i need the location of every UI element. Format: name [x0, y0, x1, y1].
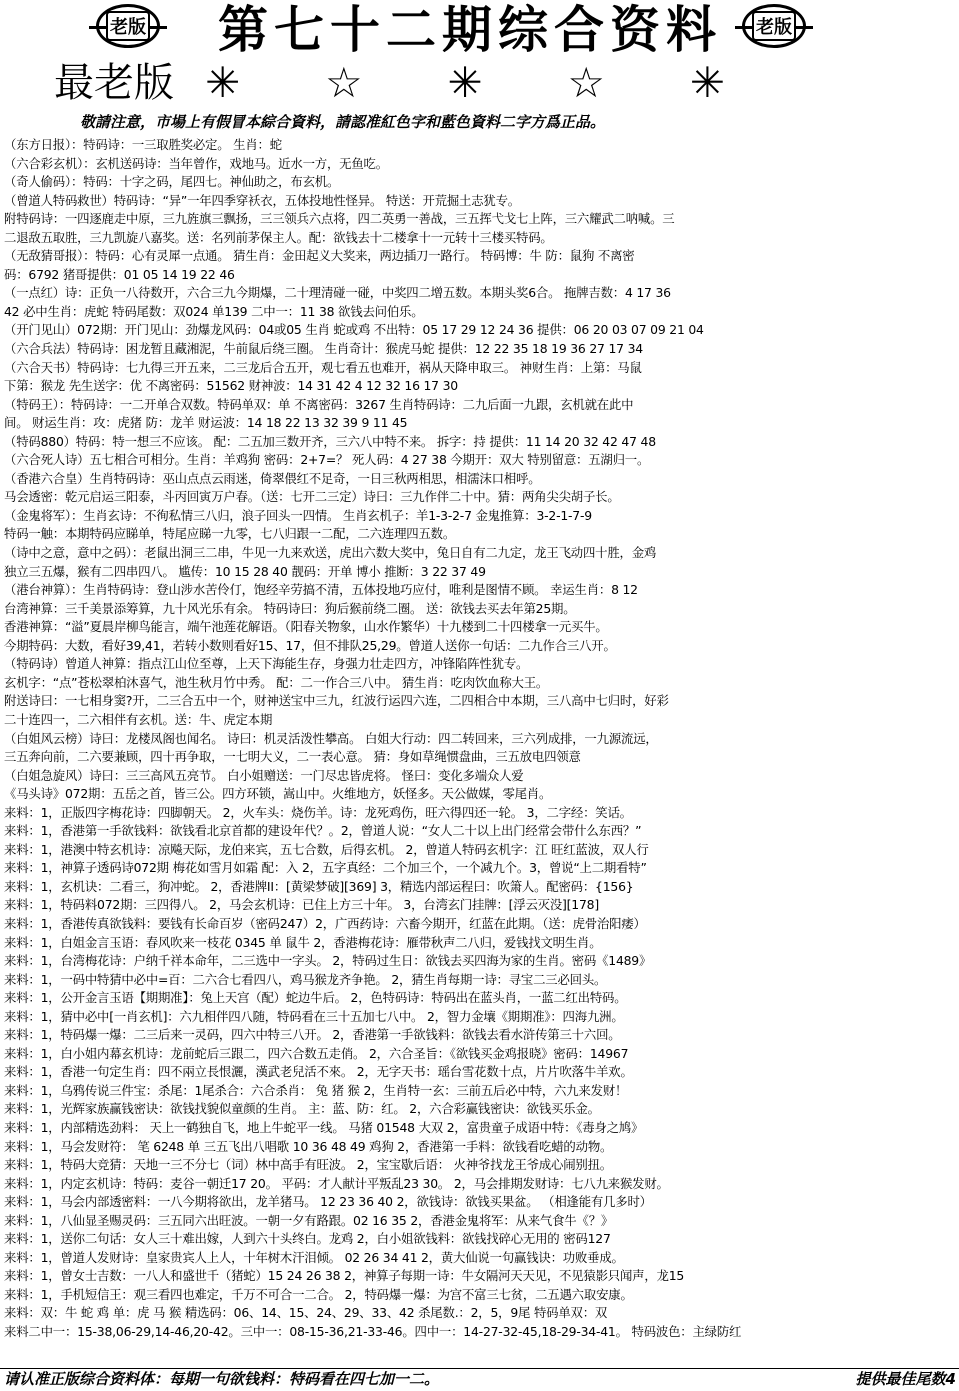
star-icon: ☆ — [324, 58, 363, 107]
text-line: 来料：1，内定玄机诗：特码：麦谷一朝迁17 20。 平码：才人献计平叛乱23 30。 2，马会排期发财诗：七八九来猴发财。 — [4, 1175, 669, 1191]
text-line: 来料：双：牛 蛇 鸡 单：虎 马 猴 精选码：06、14、15、24、29、33、42 杀尾数.：2，5，9尾 特码单双：双 — [4, 1305, 608, 1321]
page-title: 第七十二期综合资料 — [218, 0, 722, 59]
text-line: （奇人偷码）：特码：十字之码，尾四七。神仙助之，布玄机。 — [4, 174, 340, 190]
text-line: 来料：1，神算子透码诗072期 梅花如雪月如霜 配：入 2，五字真经：二个加三个，一个减九个。3，曾说“上二期看特” — [4, 860, 647, 876]
text-line: 码：6792 猪哥提供：01 05 14 19 22 46 — [4, 266, 235, 282]
text-line: 来料：1，港澳中特玄机诗：凉飚天际，龙伯来宾，五七合数，后得玄机。 2，曾道人特码玄机字：江 旺红蓝波，双人行 — [4, 841, 649, 857]
text-line: 来料：1，特码大竞猜：天地一三不分七（词）林中高手有旺波。 2，宝宝歇后语： 火神爷找龙王爷成心闹别扭。 — [4, 1157, 612, 1173]
text-line: 下第：猴龙 先生送字：优 不离密码：51562 财神波：14 31 42 4 12 32 16 17 30 — [4, 378, 458, 394]
text-line: 台湾神算：三千美景添筹算，九十风光乐有余。 特码诗曰：狗后猴前绕二圈。 送：欲钱去买去年第25期。 — [4, 600, 576, 616]
text-line: 来料：1，猜中必中[一肖玄机]：六九相伴四八随，特码看在三十五加七八中。 2，智力金壤《期期准》：四海九洲。 — [4, 1008, 624, 1024]
text-line: 来料：1，曾道人发财诗：皇家贵宾人上人，十年树木汗泪倾。 02 26 34 41 2，黄大仙说一句赢钱诀：功败垂成。 — [4, 1249, 624, 1265]
text-line: 来料：1，送你二句话：女人三十难出嫁，人到六十头终白。龙鸡 2，白小姐欲钱料：欲钱找碎心无用的 密码127 — [4, 1231, 611, 1247]
text-line: （金鬼将军）：生肖玄诗：不徇私情三八归，浪子回头一四情。 生肖玄机子：羊1-3-2-7 金鬼推算：3-2-1-7-9 — [4, 507, 592, 523]
text-line: （白姐风云榜）诗曰：龙楼凤阁也闻名。 诗曰：机灵活泼性攀高。 白姐大行动：四二转回来，三六列成排，一九源流远， — [4, 730, 658, 746]
text-line: 附特码诗：一四逐鹿走中原，三九旌旗三飘扬，三三领兵六点将，四二英勇一善战，三五挥弋戈七上阵，三六耀武二呐喊。三 — [4, 211, 675, 227]
text-line: 附送诗曰：一七相身窦?开，二三合五中一个，财神送宝中三九，红波行运四六连，二四相合中本期，三八高中七归时，好彩 — [4, 693, 669, 709]
text-line: 来料：1，香港第一手欲钱料：欲钱看北京首都的建设年代？。2，曾道人说：“女人二十以上出门经常会带什么东西？” — [4, 823, 642, 839]
star-row — [205, 58, 725, 108]
text-line: 独立三五爆，猴有二四串四八。 尴传：10 15 28 40 靓码：开单 博小 推断：3 22 37 49 — [4, 563, 486, 579]
text-line: （特码王）：特码诗：一二开单合双数。特码单双：单 不离密码：3267 生肖特码诗：二九后面一九跟，玄机就在此中 — [4, 396, 634, 412]
text-line: 来料：1，玄机诀：二看三，狗冲蛇。 2，香港牌II：[黄梁梦破][369] 3，精选内部运程曰：吹箫人。配密码：{156} — [4, 878, 634, 894]
seal-text: 老版 — [752, 11, 796, 41]
text-line: 间。 财运生肖：攻：虎猪 防：龙羊 财运波：14 18 22 13 32 39 9 11 45 — [4, 415, 408, 431]
text-line: 《马头诗》072期：五岳之首，皆三公。四方环锁，嵩山中。火维地方，妖怪多。天公做媒，零尾肖。 — [4, 786, 552, 802]
text-line: 来料：1，马会发财符： 笔 6248 单 三五飞出八唱歌 10 36 48 49 鸡狗 2，香港第一手料：欲钱看吃蜡的动物。 — [4, 1138, 613, 1154]
text-line: （东方日报）：特码诗：一三取胜奖必定。 生肖：蛇 — [4, 137, 282, 152]
text-line: （曾道人特码救世）特码诗：“异”一年四季穿袄衣，五体投地性怪异。 特送：开荒掘土志犹专。 — [4, 192, 520, 208]
text-line: （港台神算）：生肖特码诗：登山涉水苦伶仃，饱经辛劳搞不清，五体投地巧应付，唯利是图情不顾。 幸运生肖：8 12 — [4, 582, 638, 598]
text-line: 来料：1，光辉家族赢钱密诀：欲钱找貌似童颜的生肖。 主：蓝、防：红。 2，六合彩赢钱密诀：欲钱买乐金。 — [4, 1101, 600, 1117]
text-line: 二十连四一，二六相伴有玄机。送：牛、虎定本期 — [4, 711, 273, 727]
text-line: 来料：1，一码中特猜中必中=百：二六合七看四八，鸡马猴龙齐争艳。 2，猜生肖每期一诗：寻宝二三必回头。 — [4, 971, 607, 987]
text-line: 来料：1，手机短信王：观三看四也难定，千万不可合一二合。 2，特码爆一爆：为宫不富三七贫，二五遇六取安康。 — [4, 1286, 633, 1302]
text-line: 来料：1，特码料072期：三四得八。 2，马会玄机诗：已住上方三十年。 3，台湾玄门挂牌：[浮云灭没][178] — [4, 897, 599, 913]
text-line: （六合彩玄机）：玄机送码诗：当年曾作，戏地马。近水一方，无鱼吃。 — [4, 155, 388, 171]
text-line: （六合兵法）特码诗：困龙暂且藏湘泥，牛前鼠后绕三圈。 生肖奇计：猴虎马蛇 提供：12 22 35 18 19 36 27 17 34 — [4, 341, 643, 357]
text-line: 马会透密：乾元启运三阳泰，斗丙回寅万户春。（送：七开二三定）诗曰：三九作伴二十中。猜：两角尖尖胡子长。 — [4, 489, 620, 505]
text-line: （白姐急旋风）诗曰：三三高风五亮节。 白小姐赠送：一门尽忠皆虎将。 怪曰：变化多端众人爱 — [4, 767, 524, 783]
text-line: 来料：1，八仙显圣赐灵码：三五同六出旺波。一朝一夕有路跟。02 16 35 2，香港金鬼将军：从来气食牛《？》 — [4, 1212, 614, 1228]
text-line: （特码诗）曾道人神算：指点江山位至尊，上天下海能生存，身强力壮走四方，冲锋陷阵性犹专。 — [4, 656, 529, 672]
star-icon: ✳ — [689, 58, 725, 107]
text-line: 今期特码：大数，看好39,41，若转小数则看好15、17，但不排队25,29。曾道人送你一句话：二九作合三八开。 — [4, 637, 616, 653]
text-line: 来料：1，曾女士吉数：一八人和盛世千（猪蛇）15 24 26 38 2，神算子每期一诗：牛女隔河天天见，不见猿影只闻声，龙15 — [4, 1268, 685, 1284]
authenticity-notice: 敬請注意，市場上有假冒本綜合資料，請認准紅色字和藍色資料二字方爲正品。 — [80, 113, 606, 131]
text-line: 来料：1，香港一句定生肖：四不兩立長恨灑，漢武老兒活不來。 2，无字天书：瑶台雪花数十点，片片吹落牛羊欢。 — [4, 1064, 633, 1080]
text-line: 来料：1，白小姐内幕玄机诗：龙前蛇后三跟二，四六合数五走俏。 2，六合圣旨：《欲钱买金鸡报晓》密码：14967 — [4, 1045, 629, 1061]
text-line: 来料：1，台湾梅花诗：户纳千祥本命年，二三选中一字头。 2，特码过生日：欲钱去买四海为家的生肖。密码《1489》 — [4, 953, 652, 969]
edition-label: 最老版 — [54, 60, 174, 106]
footer-right-text: 提供最佳尾数4 — [855, 1370, 956, 1388]
text-line: （六合死人诗）五七相合可相分。生肖：羊鸡狗 密码：2+7=？ 死人码：4 27 38 今期开：双大 特别留意：五湖归一。 — [4, 452, 650, 468]
text-line: 来料：1，内部精选劲料： 天上一鹤独自飞，地上牛蛇平一线。 马猪 01548 大双 2，富贵童子成语中特：《毒身之鸠》 — [4, 1119, 644, 1135]
text-line: （六合天书）特码诗：七九得三开五来，二三龙后合五开，观七看五也难开，祸从天降申取三。 神财生肖：上第：马鼠 — [4, 359, 642, 375]
text-line: 来料：1，香港传真欲钱料：要钱有长命百岁（密码247）2，广西药诗：六畜今期开，红蓝在此期。（送：虎骨治阳痿） — [4, 915, 646, 931]
document-body — [4, 136, 956, 1342]
footer-left-text: 请认准正版综合资料体：每期一句欲钱料：特码看在四七加一二。 — [4, 1370, 440, 1388]
text-line: 二退敌五取胜，三九凯旋八嘉奖。送：名列前茅保主人。配：欲钱去十二楼拿十一元转十三楼买特码。 — [4, 229, 553, 245]
text-line: 来料：1，特码爆一爆：二三后来一灵码，四六中特三八开。 2，香港第一手欲钱料：欲钱去看水浒传第三十六回。 — [4, 1027, 621, 1043]
text-line: 来料：1，白姐金言玉语：春风吹来一枝花 0345 单 鼠牛 2，香港梅花诗：雁带秋声二八归，爱钱找文明生肖。 — [4, 934, 602, 950]
text-line: 特码一触：本期特码应睇单，特尾应睇一九零，七八归跟一二配，二六连理四五数。 — [4, 526, 456, 542]
star-icon: ✳ — [447, 58, 483, 107]
footer — [4, 1368, 956, 1390]
text-line: 来料：1，乌鸦传说三件宝：杀尾：1尾杀合：六合杀肖： 兔 猪 猴 2，生肖特一玄：三前五后必中特，六九来发财！ — [4, 1082, 628, 1098]
text-line: 玄机字：“点”苍松翠柏沐喜气，池生秋月竹中秀。 配：二一作合三八中。 猜生肖：吃肉饮血称大王。 — [4, 674, 549, 690]
text-line: 来料：1，公开金言玉语【期期准】：兔上天宫（配）蛇边牛后。 2，色特码诗：特码出在蓝头肖，一蓝二红出特码。 — [4, 990, 627, 1006]
star-icon: ✳ — [205, 58, 241, 107]
text-line: 42 必中生肖：虎蛇 特码尾数：双024 单139 二中一：11 38 欲钱去问伯乐。 — [4, 303, 424, 319]
text-line: （特码880）特码：特一想三不应该。 配：二五加三数开齐，三六八中特不来。 拆字：持 提供：11 14 20 32 42 47 48 — [4, 433, 656, 449]
text-line: （无敌猜哥报）：特码：心有灵犀一点通。 猜生肖：金田起义大奖来，两边插刀一路行。 特码博：牛 防：鼠狗 不离密 — [4, 248, 635, 264]
star-icon: ☆ — [567, 58, 606, 107]
text-line: （诗中之意，意中之码）：老鼠出洞三二串，牛见一九来欢送，虎出六数大奖中，兔日自有二九定，龙王飞动四十胜，金鸡 — [4, 545, 657, 561]
text-line: 来料：1，正版四字梅花诗：四脚朝天。 2，火车头：烧伤羊。诗：龙死鸡伤，旺六得四还一轮。 3，二字经：笑话。 — [4, 804, 632, 820]
seal-logo-right — [742, 4, 806, 48]
text-line: 来料二中一：15-38,06-29,14-46,20-42。三中一：08-15-36,21-33-46。四中一：14-27-32-45,18-29-34-41。 特码波色：主绿防红 — [4, 1324, 742, 1339]
text-line: 香港神算：“溢”夏晨岸柳鸟能言，端午池莲花解语。（阳春关物象，山水作繁华）十九楼到二十四楼拿一元买牛。 — [4, 619, 608, 635]
seal-logo-left — [96, 4, 160, 48]
text-line: 来料：1，马会内部透密料：一八今期将欲出，龙羊猪马。 12 23 36 40 2，欲钱诗：欲钱买果盆。 （相逢能有几多时） — [4, 1194, 652, 1210]
seal-text: 老版 — [106, 11, 150, 41]
text-line: （开门见山）072期：开门见山：劲爆龙风码：04或05 生肖 蛇或鸡 不出特：05 17 29 12 24 36 提供：06 20 03 07 09 21 04 — [4, 322, 704, 338]
text-line: （一点红）诗：正负一八待数开，六合三九今期爆，二十理清碰一碰，中奖四二增五数。本期头奖6合。 拖牌吉数：4 17 36 — [4, 285, 671, 301]
text-line: 三五奔向前，二六要兼顾，四十再争取，一七明大义，二一表心意。 猜：身如草绳惯盘曲，三五放电四领意 — [4, 749, 581, 765]
text-line: （香港六合皇）生肖特码诗：巫山点点云雨迷，倚翠偎红不足奇，一日三秋两相思，相濡沫口相呼。 — [4, 470, 541, 486]
